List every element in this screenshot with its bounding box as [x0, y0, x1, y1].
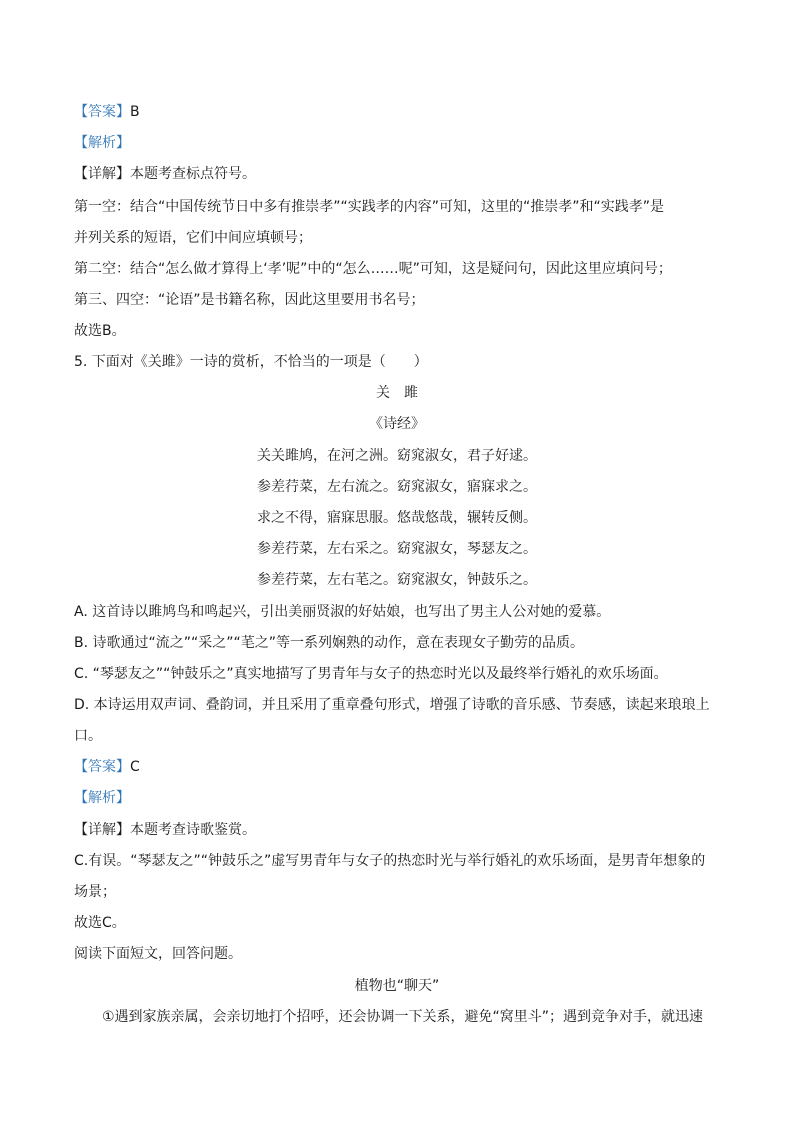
q5-answer-line [74, 757, 140, 777]
q4-explanation-line-4: 第三、四空：“论语”是书籍名称，因此这里要用书名号； [74, 292, 425, 308]
poem-source: 《诗经》 [369, 416, 425, 432]
answer-tag: 【答案】 [74, 104, 130, 120]
q4-explanation-line-2: 并列关系的短语，它们中间应填顿号； [74, 230, 312, 246]
option-d-continued: 口。 [74, 728, 102, 744]
q5-question: 5. 下面对《关雎》一诗的赏析，不恰当的一项是（ ） [74, 354, 428, 370]
q5-analysis-line [74, 788, 130, 808]
option-b: B. 诗歌通过“流之”“采之”“芼之”等一系列娴熟的动作，意在表现女子勤劳的品质。 [74, 635, 585, 651]
q4-detail-line [74, 164, 256, 184]
answer-value: B [130, 104, 140, 120]
q5-explanation-line-2: 场景； [74, 884, 116, 900]
detail-tag: 【详解】 [74, 166, 130, 182]
analysis-tag: 【解析】 [74, 790, 130, 806]
q4-analysis-line [74, 133, 130, 153]
q5-detail-line [74, 820, 256, 840]
analysis-tag: 【解析】 [74, 135, 130, 151]
detail-text: 本题考查诗歌鉴赏。 [130, 822, 256, 838]
poem-line: 参差荇菜，左右流之。窈窕淑女，寤寐求之。 [257, 479, 537, 495]
q5-conclusion: 故选C。 [74, 915, 126, 931]
q4-explanation-line-1: 第一空：结合“中国传统节日中多有推崇孝”“实践孝的内容”可知，这里的“推崇孝”和“实践孝”是 [74, 199, 665, 215]
poem-title: 关 雎 [376, 385, 418, 401]
poem-line: 参差荇菜，左右采之。窈窕淑女，琴瑟友之。 [257, 541, 537, 557]
q4-explanation-line-3: 第二空：结合“怎么做才算得上‘孝’呢”中的“怎么……呢”可知，这是疑问句，因此这里应填问号； [74, 261, 672, 277]
detail-text: 本题考查标点符号。 [130, 166, 256, 182]
poem-line: 求之不得，寤寐思服。悠哉悠哉，辗转反侧。 [257, 510, 537, 526]
q5-explanation-line-1: C.有误。“琴瑟友之”“钟鼓乐之”虚写男青年与女子的热恋时光与举行婚礼的欢乐场面，是男青年想象的 [74, 853, 706, 869]
poem-line: 参差荇菜，左右芼之。窈窕淑女，钟鼓乐之。 [257, 572, 537, 588]
answer-value: C [130, 759, 140, 775]
poem-line: 关关雎鸠，在河之洲。窈窕淑女，君子好逑。 [257, 448, 537, 464]
option-c: C. “琴瑟友之”“钟鼓乐之”真实地描写了男青年与女子的热恋时光以及最终举行婚礼的欢乐场面。 [74, 666, 668, 682]
q4-answer-line [74, 102, 140, 122]
q4-conclusion: 故选B。 [74, 323, 126, 339]
detail-tag: 【详解】 [74, 822, 130, 838]
reading-instruction: 阅读下面短文，回答问题。 [74, 946, 242, 962]
article-title: 植物也“聊天” [354, 978, 440, 994]
answer-tag: 【答案】 [74, 759, 130, 775]
article-paragraph-1: ①遇到家族亲属，会亲切地打个招呼，还会协调一下关系，避免“窝里斗”；遇到竞争对手，就迅速 [102, 1009, 704, 1025]
option-d: D. 本诗运用双声词、叠韵词，并且采用了重章叠句形式，增强了诗歌的音乐感、节奏感，读起来琅琅上 [74, 697, 710, 713]
option-a: A. 这首诗以雎鸠鸟和鸣起兴，引出美丽贤淑的好姑娘，也写出了男主人公对她的爱慕。 [74, 604, 611, 620]
